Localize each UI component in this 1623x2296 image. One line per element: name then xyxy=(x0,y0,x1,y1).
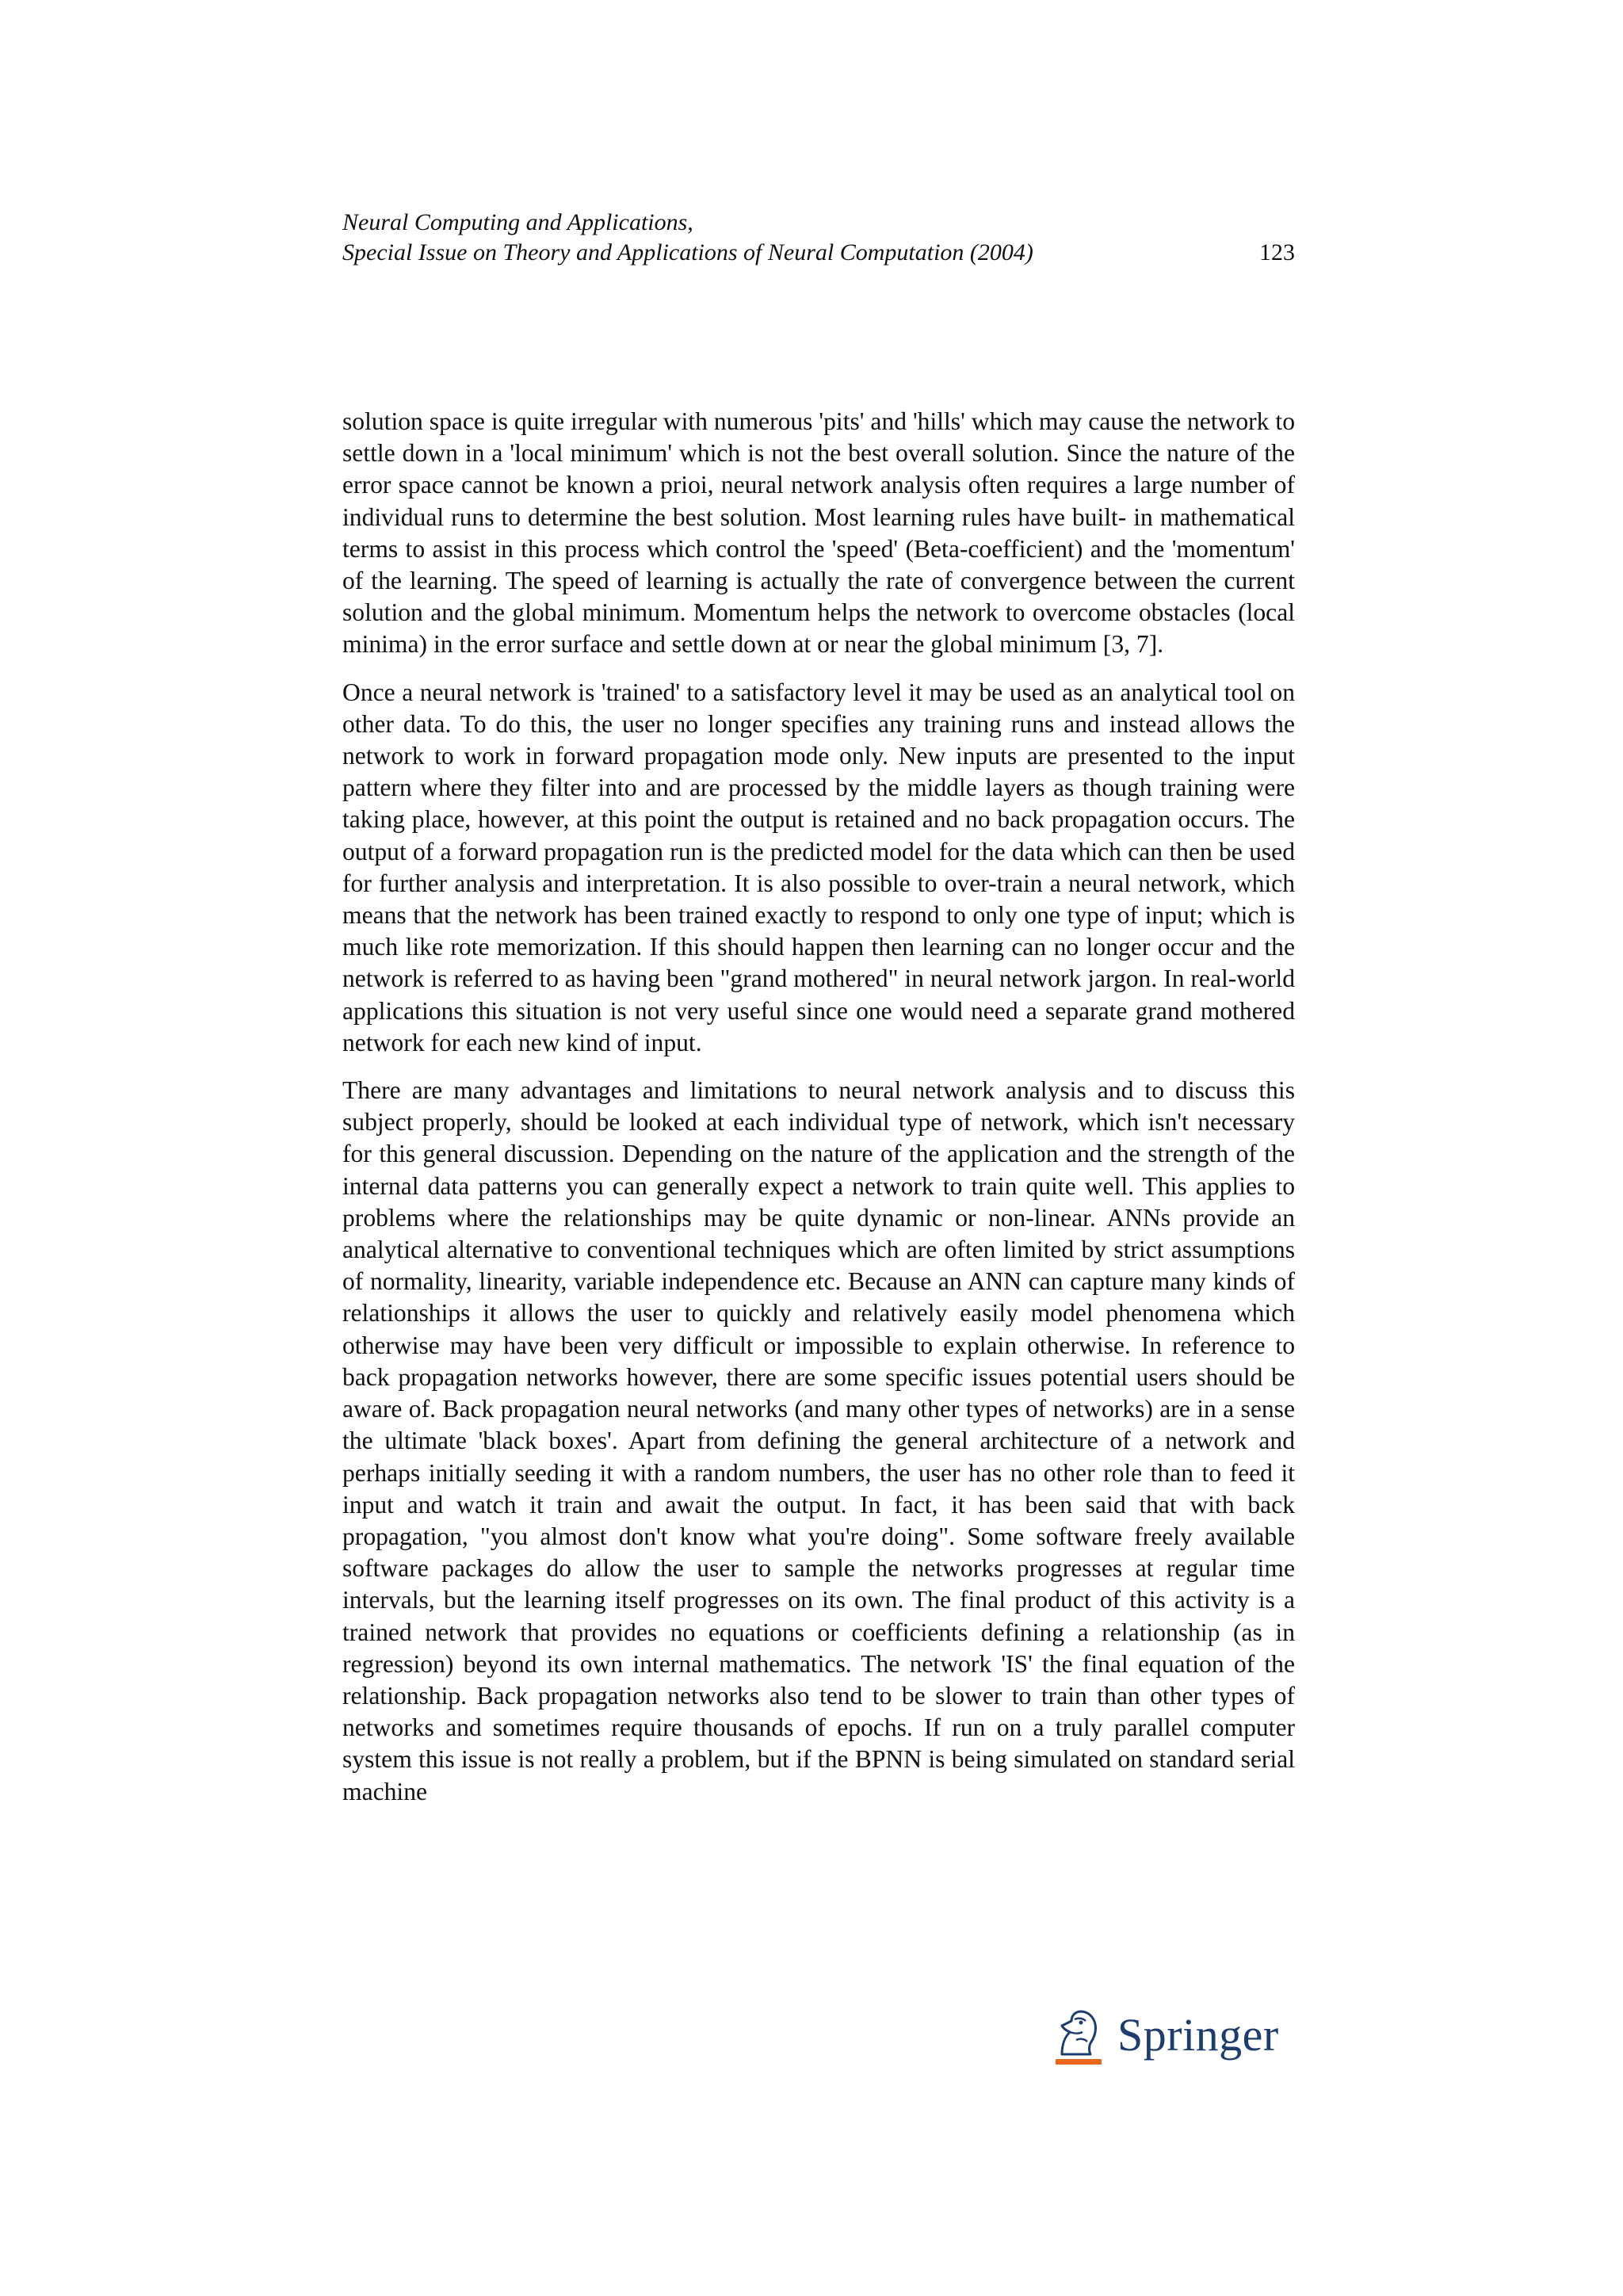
publisher-logo xyxy=(1051,2005,1298,2069)
chess-knight-icon xyxy=(1051,2005,1106,2069)
paragraph: There are many advantages and limitations to neural network analysis and to discuss this subject properly, should be looked at each individual type of network, which isn't necessary for this general discussion. Depending on the nature of the application and the strength of the internal data patterns you can generally expect a network to train quite well. This applies to problems where the relationships may be quite dynamic or non-linear. ANNs provide an analytical alternative to conventional techniques which are often limited by strict assumptions of normality, linearity, variable independence etc. Because an ANN can capture many kinds of relationships it allows the user to quickly and relatively easily model phenomena which otherwise may have been very difficult or impossible to explain otherwise. In reference to back propagation networks however, there are some specific issues potential users should be aware of. Back propagation neural networks (and many other types of networks) are in a sense the ultimate 'black boxes'. Apart from defining the general architecture of a network and perhaps initially seeding it with a random numbers, the user has no other role than to feed it input and watch it train and await the output. In fact, it has been said that with back propagation, "you almost don't know what you're doing". Some software freely available software packages do allow the user to sample the networks progresses at regular time intervals, but the learning itself progresses on its own. The final product of this activity is a trained network that provides no equations or coefficients defining a relationship (as in regression) beyond its own internal mathematics. The network 'IS' the final equation of the relationship. Back propagation networks also tend to be slower to train than other types of networks and sometimes require thousands of epochs. If run on a truly parallel computer system this issue is not really a problem, but if the BPNN is being simulated on standard serial machine xyxy=(342,1076,1295,1805)
body-text xyxy=(342,406,1295,1824)
paragraph: Once a neural network is 'trained' to a satisfactory level it may be used as an analytical tool on other data. To do this, the user no longer specifies any training runs and instead allows the network to work in forward propagation mode only. New inputs are presented to the input pattern where they filter into and are processed by the middle layers as though training were taking place, however, at this point the output is retained and no back propagation occurs. The output of a forward propagation run is the predicted model for the data which can then be used for further analysis and interpretation. It is also possible to over-train a neural network, which means that the network has been trained exactly to respond to only one type of input; which is much like rote memorization. If this should happen then learning can no longer occur and the network is referred to as having been "grand mothered" in neural network jargon. In real-world applications this situation is not very useful since one would need a separate grand mothered network for each new kind of input. xyxy=(342,678,1295,1056)
running-header xyxy=(342,208,1295,268)
journal-title: Neural Computing and Applications, xyxy=(342,209,693,235)
publisher-wordmark: Springer xyxy=(1117,2009,1279,2061)
paragraph: solution space is quite irregular with numerous 'pits' and 'hills' which may cause the network to settle down in a 'local minimum' which is not the best overall solution. Since the nature of the error space cannot be known a prioi, neural network analysis often requires a large number of individual runs to determine the best solution. Most learning rules have built- in mathematical terms to assist in this process which control the 'speed' (Beta-coefficient) and the 'momentum' of the learning. The speed of learning is actually the rate of convergence between the current solution and the global minimum. Momentum helps the network to overcome obstacles (local minima) in the error surface and settle down at or near the global minimum [3, 7]. xyxy=(342,407,1295,659)
page-number: 123 xyxy=(1259,239,1295,266)
journal-issue: Special Issue on Theory and Applications of Neural Computation (2004) xyxy=(342,239,1033,266)
